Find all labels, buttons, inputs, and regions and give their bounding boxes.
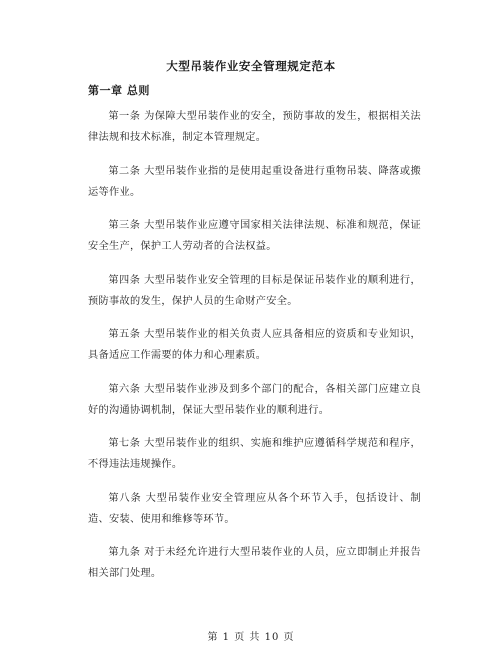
page-footer: 第 1 页 共 10 页 xyxy=(207,632,295,643)
document-body xyxy=(88,106,421,597)
article-paragraph-9: 第九条 对于未经允许进行大型吊装作业的人员，应立即制止并报告相关部门处理。 xyxy=(88,547,421,579)
article-paragraph-4: 第四条 大型吊装作业安全管理的目标是保证吊装作业的顺利进行，预防事故的发生，保护人员的生命财产安全。 xyxy=(88,274,421,307)
article-paragraph-8: 第八条 大型吊装作业安全管理应从各个环节入手，包括设计、制造、安装、使用和维修等环节。 xyxy=(88,492,421,525)
chapter-heading: 第一章 总则 xyxy=(88,84,150,97)
article-paragraph-2: 第二条 大型吊装作业指的是使用起重设备进行重物吊装、降落或搬运等作业。 xyxy=(88,165,421,198)
article-paragraph-3: 第三条 大型吊装作业应遵守国家相关法律法规、标准和规范，保证安全生产，保护工人劳动者的合法权益。 xyxy=(88,220,421,252)
document-title: 大型吊装作业安全管理规定范本 xyxy=(166,59,336,73)
article-paragraph-5: 第五条 大型吊装作业的相关负责人应具备相应的资质和专业知识，具备适应工作需要的体力和心理素质。 xyxy=(88,329,421,361)
article-paragraph-1: 第一条 为保障大型吊装作业的安全，预防事故的发生，根据相关法律法规和技术标准，制定本管理规定。 xyxy=(88,111,421,143)
article-paragraph-7: 第七条 大型吊装作业的组织、实施和维护应遵循科学规范和程序，不得违法违规操作。 xyxy=(88,438,421,470)
article-paragraph-6: 第六条 大型吊装作业涉及到多个部门的配合，各相关部门应建立良好的沟通协调机制，保证大型吊装作业的顺利进行。 xyxy=(88,383,421,416)
